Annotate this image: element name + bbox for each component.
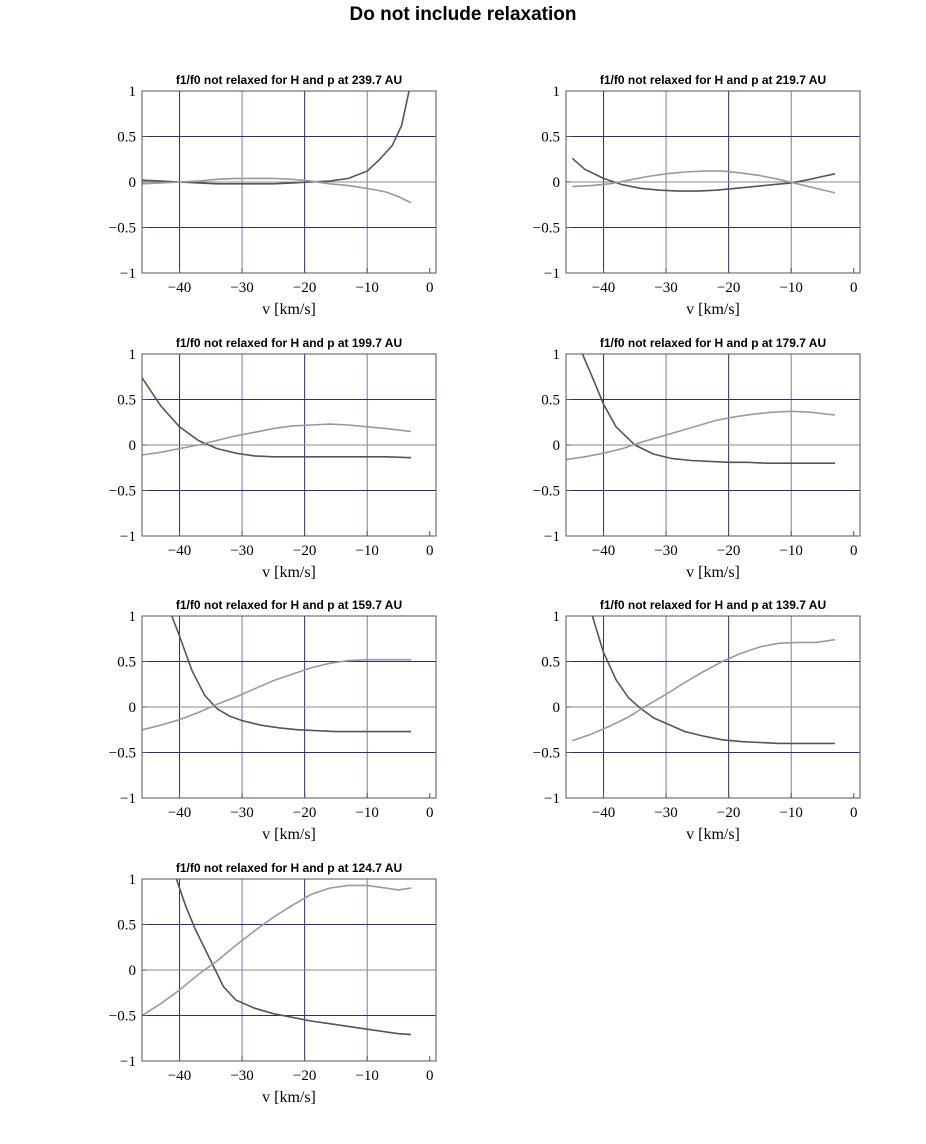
series-line-light <box>566 411 835 459</box>
y-tick-label: 0.5 <box>117 129 136 146</box>
x-tick-label: −20 <box>716 805 741 821</box>
x-tick-label: −10 <box>355 280 379 296</box>
y-tick-label: 0.5 <box>117 917 136 934</box>
x-tick-label: −40 <box>591 280 616 296</box>
x-tick-label: −30 <box>230 805 254 821</box>
x-axis-label: v [km/s] <box>686 301 740 318</box>
y-tick-label: 0.5 <box>541 654 560 671</box>
chart-panel-2 <box>533 73 860 318</box>
x-tick-label: −20 <box>716 280 741 296</box>
x-axis-label: v [km/s] <box>262 826 316 843</box>
panel-title: f1/f0 not relaxed for H and p at 219.7 AU <box>599 73 827 87</box>
chart-panel-7 <box>109 861 436 1106</box>
chart-panel-5 <box>109 598 436 843</box>
x-tick-label: −40 <box>167 543 192 559</box>
x-tick-label: 0 <box>849 543 858 559</box>
x-tick-label: −20 <box>292 805 317 821</box>
x-tick-label: 0 <box>425 543 434 559</box>
y-tick-label: 1 <box>128 347 136 363</box>
x-tick-label: −20 <box>716 543 741 559</box>
panel-title: f1/f0 not relaxed for H and p at 239.7 AU <box>175 73 403 87</box>
y-tick-label: −0.5 <box>532 220 560 237</box>
series-line-dark <box>591 612 835 744</box>
x-axis-label: v [km/s] <box>686 826 740 843</box>
y-tick-label: 0.5 <box>117 654 136 671</box>
y-tick-label: −1 <box>120 791 136 807</box>
x-tick-label: −40 <box>167 280 192 296</box>
panel-title: f1/f0 not relaxed for H and p at 124.7 AU <box>175 861 403 875</box>
y-tick-label: −0.5 <box>108 745 136 762</box>
y-tick-label: 0 <box>128 438 136 454</box>
series-line-dark <box>170 612 411 732</box>
panel-title: f1/f0 not relaxed for H and p at 179.7 AU <box>599 336 827 350</box>
series-line-dark <box>142 82 411 184</box>
x-tick-label: −30 <box>654 280 678 296</box>
y-tick-label: 0 <box>552 700 560 716</box>
x-tick-label: 0 <box>425 280 434 296</box>
x-tick-label: −20 <box>292 543 317 559</box>
chart-panel-4 <box>533 336 860 581</box>
series-line-dark <box>572 158 835 191</box>
series-line-light <box>572 640 835 741</box>
x-tick-label: −30 <box>230 280 254 296</box>
series-line-light <box>142 885 411 1015</box>
y-tick-label: −0.5 <box>108 1008 136 1025</box>
y-tick-label: 1 <box>128 872 136 888</box>
y-tick-label: 0.5 <box>117 392 136 409</box>
y-tick-label: −1 <box>120 529 136 545</box>
series-line-dark <box>176 879 411 1035</box>
y-tick-label: 0 <box>128 175 136 191</box>
x-tick-label: −40 <box>167 1068 192 1084</box>
y-tick-label: 0 <box>128 700 136 716</box>
panel-title: f1/f0 not relaxed for H and p at 199.7 AU <box>175 336 403 350</box>
x-tick-label: −20 <box>292 1068 317 1084</box>
x-tick-label: −30 <box>230 1068 254 1084</box>
chart-panel-1 <box>109 73 436 318</box>
x-tick-label: −10 <box>779 805 803 821</box>
y-tick-label: 1 <box>552 84 560 100</box>
x-tick-label: −30 <box>654 543 678 559</box>
y-tick-label: 1 <box>552 347 560 363</box>
x-axis-label: v [km/s] <box>262 301 316 318</box>
panel-title: f1/f0 not relaxed for H and p at 139.7 AU <box>599 598 827 612</box>
y-tick-label: −0.5 <box>108 483 136 500</box>
x-tick-label: −40 <box>591 543 616 559</box>
x-tick-label: 0 <box>849 805 858 821</box>
y-tick-label: −0.5 <box>108 220 136 237</box>
y-tick-label: −0.5 <box>532 483 560 500</box>
x-axis-label: v [km/s] <box>262 564 316 581</box>
y-tick-label: 1 <box>552 609 560 625</box>
y-tick-label: 0 <box>552 175 560 191</box>
x-tick-label: −10 <box>355 1068 379 1084</box>
x-tick-label: −40 <box>167 805 192 821</box>
x-tick-label: 0 <box>849 280 858 296</box>
y-tick-label: −1 <box>120 1054 136 1070</box>
chart-panel-6 <box>533 598 860 843</box>
x-axis-label: v [km/s] <box>686 564 740 581</box>
y-tick-label: 0 <box>552 438 560 454</box>
x-tick-label: −20 <box>292 280 317 296</box>
series-line-dark <box>142 378 411 458</box>
y-tick-label: −1 <box>120 266 136 282</box>
x-tick-label: −10 <box>779 280 803 296</box>
y-tick-label: −0.5 <box>532 745 560 762</box>
x-tick-label: 0 <box>425 805 434 821</box>
x-tick-label: −10 <box>355 543 379 559</box>
y-tick-label: −1 <box>544 266 560 282</box>
y-tick-label: 1 <box>128 84 136 100</box>
page-title: Do not include relaxation <box>349 4 577 25</box>
y-tick-label: 1 <box>128 609 136 625</box>
series-line-light <box>142 660 411 730</box>
panel-title: f1/f0 not relaxed for H and p at 159.7 AU <box>175 598 403 612</box>
x-tick-label: −40 <box>591 805 616 821</box>
x-tick-label: −10 <box>355 805 379 821</box>
y-tick-label: 0 <box>128 963 136 979</box>
x-axis-label: v [km/s] <box>262 1089 316 1106</box>
y-tick-label: 0.5 <box>541 129 560 146</box>
x-tick-label: −30 <box>654 805 678 821</box>
y-tick-label: 0.5 <box>541 392 560 409</box>
chart-panel-3 <box>109 336 436 581</box>
y-tick-label: −1 <box>544 529 560 545</box>
x-tick-label: 0 <box>425 1068 434 1084</box>
x-tick-label: −10 <box>779 543 803 559</box>
y-tick-label: −1 <box>544 791 560 807</box>
x-tick-label: −30 <box>230 543 254 559</box>
